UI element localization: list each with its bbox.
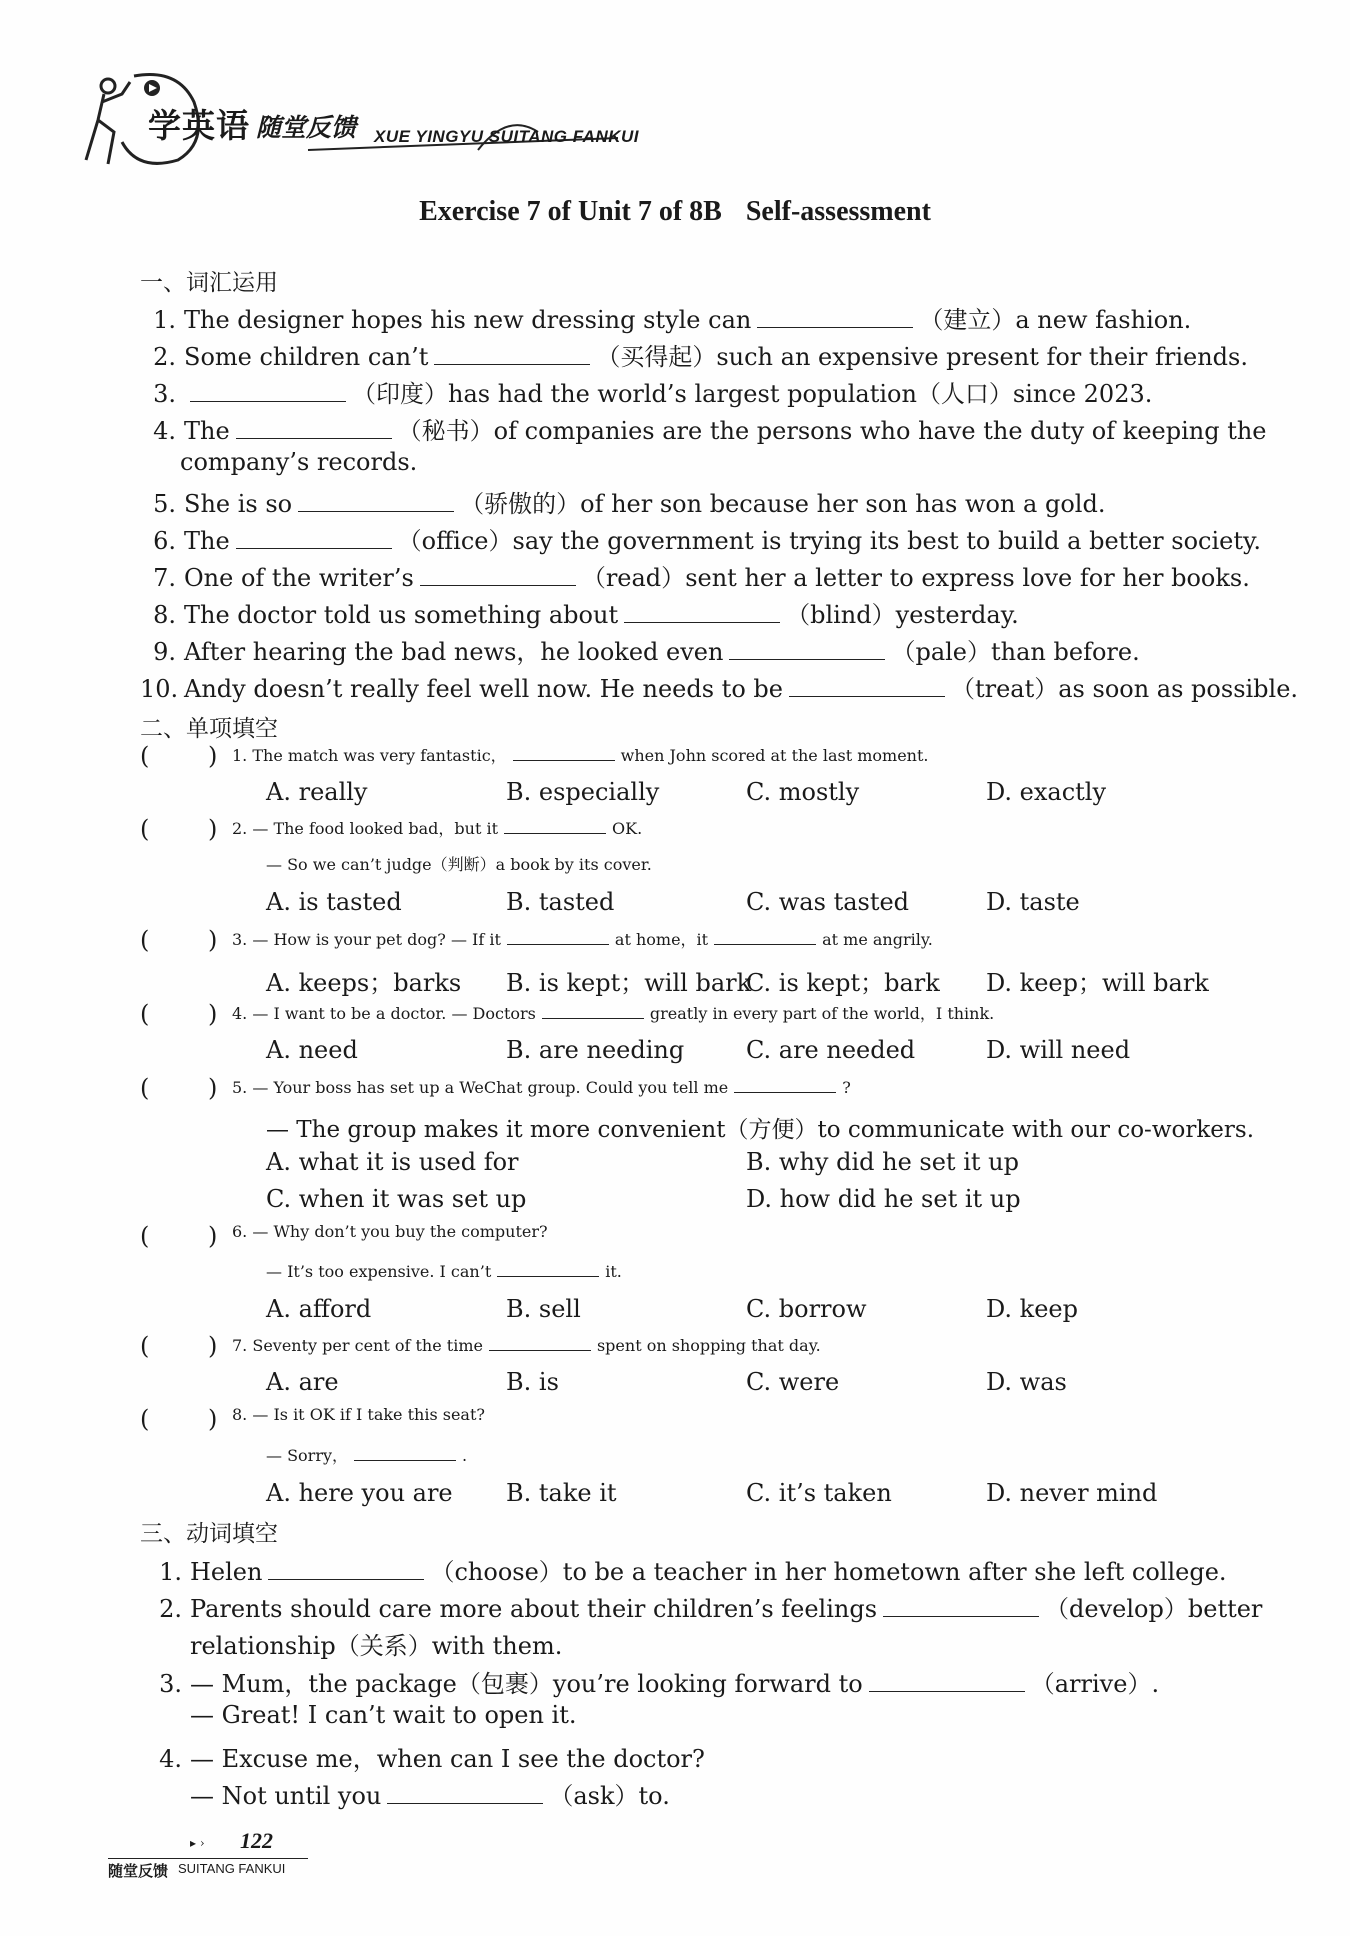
answer-paren-left[interactable]: ( bbox=[140, 1074, 150, 1102]
vocab-item-4 bbox=[140, 411, 1267, 446]
question-6-line2: — It’s too expensive. I can’t it. bbox=[266, 1258, 622, 1281]
option-a[interactable]: A. what it is used for bbox=[266, 1148, 519, 1176]
option-b[interactable]: B. take it bbox=[506, 1479, 617, 1507]
answer-paren-right: ) bbox=[208, 926, 218, 954]
option-c[interactable]: C. were bbox=[746, 1368, 840, 1396]
answer-paren-right: ) bbox=[208, 742, 218, 770]
verb-item-1: 1. Helen （choose）to be a teacher in her hometown after she left college. bbox=[159, 1558, 1227, 1586]
option-c[interactable]: C. mostly bbox=[746, 778, 860, 806]
vocab-item-1 bbox=[140, 300, 1191, 335]
answer-blank[interactable] bbox=[434, 346, 590, 365]
answer-blank[interactable] bbox=[236, 420, 392, 439]
item-number: 3. bbox=[153, 380, 176, 408]
question-5-stem: 5. — Your boss has set up a WeChat group. Could you tell me ? bbox=[232, 1074, 851, 1097]
header-logo bbox=[78, 72, 678, 172]
page-footer bbox=[108, 1822, 328, 1882]
item-text: She is so bbox=[184, 490, 293, 518]
answer-blank[interactable] bbox=[757, 309, 913, 328]
option-b[interactable]: B. is kept；will bark bbox=[506, 969, 752, 997]
logo-pinyin: XUE YINGYU SUITANG FANKUI bbox=[374, 127, 640, 146]
answer-blank[interactable] bbox=[714, 926, 816, 945]
option-a[interactable]: A. is tasted bbox=[266, 888, 402, 916]
item-number: 1. bbox=[153, 306, 176, 334]
item-hint: （骄傲的） bbox=[460, 490, 581, 518]
answer-blank[interactable] bbox=[513, 742, 615, 761]
answer-paren-right: ) bbox=[208, 1000, 218, 1028]
item-hint: （read） bbox=[581, 564, 686, 592]
question-3-stem: 3. — How is your pet dog? — If it at home，it at me angrily. bbox=[232, 926, 933, 950]
option-c[interactable]: C. is kept；bark bbox=[746, 969, 940, 997]
answer-blank[interactable] bbox=[298, 493, 454, 512]
item-hint: （blind） bbox=[786, 601, 896, 629]
answer-paren-left[interactable]: ( bbox=[140, 1222, 150, 1250]
item-text: of companies are the persons who have the duty of keeping the bbox=[493, 417, 1267, 445]
answer-blank[interactable] bbox=[869, 1673, 1025, 1692]
option-a[interactable]: A. are bbox=[266, 1368, 339, 1396]
answer-blank[interactable] bbox=[190, 383, 346, 402]
vocab-item-7 bbox=[140, 521, 1261, 556]
item-text: a new fashion. bbox=[1015, 306, 1192, 334]
answer-blank[interactable] bbox=[542, 1000, 644, 1019]
answer-blank[interactable] bbox=[489, 1332, 591, 1351]
item-text: say the government is trying its best to build a better society. bbox=[512, 527, 1261, 555]
section-heading-vocabulary: 一、词汇运用 bbox=[140, 270, 278, 296]
answer-paren-left[interactable]: ( bbox=[140, 1405, 150, 1433]
option-c[interactable]: C. was tasted bbox=[746, 888, 910, 916]
section-heading-choice: 二、单项填空 bbox=[140, 716, 278, 742]
item-number: 5. bbox=[153, 490, 176, 518]
item-text: Some children can’t bbox=[184, 343, 429, 371]
option-b[interactable]: B. why did he set it up bbox=[746, 1148, 1019, 1176]
question-2-stem: 2. — The food looked bad，but it OK. bbox=[232, 815, 642, 839]
question-8-stem: 8. — Is it OK if I take this seat? bbox=[232, 1405, 485, 1424]
option-b[interactable]: B. is bbox=[506, 1368, 559, 1396]
answer-paren-right: ) bbox=[208, 1222, 218, 1250]
footer-label-cn: 随堂反馈 bbox=[108, 1862, 169, 1880]
option-b[interactable]: B. sell bbox=[506, 1295, 581, 1323]
answer-blank[interactable] bbox=[624, 604, 780, 623]
option-c[interactable]: C. borrow bbox=[746, 1295, 867, 1323]
answer-blank[interactable] bbox=[789, 678, 945, 697]
answer-paren-left[interactable]: ( bbox=[140, 815, 150, 843]
answer-paren-right: ) bbox=[208, 1405, 218, 1433]
question-2-line2: — So we can’t judge（判断）a book by its cover. bbox=[266, 855, 652, 874]
verb-item-2: 2. Parents should care more about their children’s feelings （develop）better bbox=[159, 1595, 1263, 1623]
item-number: 10. bbox=[140, 675, 179, 703]
vocab-item-2 bbox=[140, 337, 1248, 372]
item-hint: （office） bbox=[397, 527, 513, 555]
vocab-item-10 bbox=[140, 632, 1140, 667]
item-number: 6. bbox=[153, 527, 176, 555]
answer-paren-right: ) bbox=[208, 1074, 218, 1102]
option-c[interactable]: C. when it was set up bbox=[266, 1185, 527, 1213]
answer-blank[interactable] bbox=[734, 1074, 836, 1093]
page-number: 122 bbox=[240, 1828, 273, 1853]
item-number: 9. bbox=[153, 638, 176, 666]
option-d[interactable]: D. taste bbox=[986, 888, 1080, 916]
option-b[interactable]: B. are needing bbox=[506, 1036, 685, 1064]
item-text: The bbox=[184, 527, 230, 555]
answer-paren-left[interactable]: ( bbox=[140, 926, 150, 954]
verb-item-4-cont: — Not until you （ask）to. bbox=[190, 1782, 670, 1810]
item-text: The bbox=[184, 417, 230, 445]
logo-title: 学英语 bbox=[148, 106, 250, 145]
option-b[interactable]: B. tasted bbox=[506, 888, 615, 916]
verb-item-4: 4. — Excuse me，when can I see the doctor? bbox=[159, 1745, 705, 1773]
item-text: sent her a letter to express love for her books. bbox=[685, 564, 1250, 592]
item-text: company’s records. bbox=[180, 448, 418, 476]
option-d[interactable]: D. was bbox=[986, 1368, 1067, 1396]
answer-blank[interactable] bbox=[354, 1442, 456, 1461]
item-text: Andy doesn’t really feel well now. He needs to be bbox=[184, 675, 783, 703]
option-d[interactable]: D. keep；will bark bbox=[986, 969, 1209, 997]
option-d[interactable]: D. will need bbox=[986, 1036, 1131, 1064]
vocab-item-6 bbox=[140, 484, 1105, 519]
item-hint: （秘书） bbox=[397, 417, 494, 445]
item-number: 2. bbox=[153, 343, 176, 371]
option-b[interactable]: B. especially bbox=[506, 778, 660, 806]
item-text: has had the world’s largest population（人口）since 2023. bbox=[448, 380, 1153, 408]
item-text: After hearing the bad news，he looked even bbox=[184, 638, 724, 666]
vocab-item-9 bbox=[140, 595, 1019, 630]
item-text: such an expensive present for their friends. bbox=[716, 343, 1248, 371]
option-a[interactable]: A. here you are bbox=[266, 1479, 453, 1507]
item-text: than before. bbox=[991, 638, 1140, 666]
answer-blank[interactable] bbox=[420, 567, 576, 586]
item-number: 8. bbox=[153, 601, 176, 629]
item-hint: （treat） bbox=[950, 675, 1059, 703]
footer-divider bbox=[108, 1858, 308, 1859]
subtitle-text: Self-assessment bbox=[745, 196, 931, 227]
answer-paren-left[interactable]: ( bbox=[140, 742, 150, 770]
verb-item-2-cont: relationship（关系）with them. bbox=[190, 1632, 563, 1660]
answer-paren-left[interactable]: ( bbox=[140, 1000, 150, 1028]
item-text: as soon as possible. bbox=[1058, 675, 1299, 703]
item-text: of her son because her son has won a gold. bbox=[580, 490, 1106, 518]
section-heading-verbs: 三、动词填空 bbox=[140, 1521, 278, 1547]
item-text: One of the writer’s bbox=[184, 564, 414, 592]
item-hint: （pale） bbox=[891, 638, 992, 666]
arrow-icon: ▸ › bbox=[190, 1836, 205, 1850]
question-6-stem: 6. — Why don’t you buy the computer? bbox=[232, 1222, 548, 1241]
item-hint: （买得起） bbox=[596, 343, 717, 371]
item-text: The doctor told us something about bbox=[184, 601, 619, 629]
answer-blank[interactable] bbox=[387, 1785, 543, 1804]
question-4-stem: 4. — I want to be a doctor. — Doctors greatly in every part of the world，I think. bbox=[232, 1000, 994, 1024]
footer-label-en: SUITANG FANKUI bbox=[178, 1861, 286, 1876]
option-d[interactable]: D. keep bbox=[986, 1295, 1078, 1323]
item-text: The designer hopes his new dressing style can bbox=[184, 306, 752, 334]
answer-blank[interactable] bbox=[268, 1561, 424, 1580]
option-a[interactable]: A. afford bbox=[266, 1295, 372, 1323]
item-number: 4. bbox=[153, 417, 176, 445]
item-number: 7. bbox=[153, 564, 176, 592]
verb-item-3-cont: — Great! I can’t wait to open it. bbox=[190, 1701, 577, 1729]
vocab-item-11 bbox=[140, 669, 1298, 704]
answer-blank[interactable] bbox=[497, 1258, 599, 1277]
vocab-item-8 bbox=[140, 558, 1250, 593]
question-1-stem: 1. The match was very fantastic， when John scored at the last moment. bbox=[232, 742, 929, 766]
verb-item-3: 3. — Mum，the package（包裹）you’re looking forward to （arrive）. bbox=[159, 1670, 1160, 1698]
item-hint: （建立） bbox=[919, 306, 1016, 334]
option-d[interactable]: D. exactly bbox=[986, 778, 1107, 806]
answer-paren-right: ) bbox=[208, 1332, 218, 1360]
option-c[interactable]: C. are needed bbox=[746, 1036, 916, 1064]
option-d[interactable]: D. how did he set it up bbox=[746, 1185, 1021, 1213]
answer-blank[interactable] bbox=[729, 641, 885, 660]
option-c[interactable]: C. it’s taken bbox=[746, 1479, 892, 1507]
logo-subtitle: 随堂反馈 bbox=[256, 113, 357, 142]
item-text: yesterday. bbox=[895, 601, 1019, 629]
item-hint: （印度） bbox=[352, 380, 448, 408]
question-7-stem: 7. Seventy per cent of the time spent on shopping that day. bbox=[232, 1332, 821, 1355]
vocab-item-3 bbox=[140, 374, 1152, 409]
answer-blank[interactable] bbox=[883, 1598, 1039, 1617]
answer-blank[interactable] bbox=[507, 926, 609, 945]
option-a[interactable]: A. really bbox=[266, 778, 368, 806]
option-a[interactable]: A. keeps；barks bbox=[266, 969, 462, 997]
question-8-line2: — Sorry， . bbox=[266, 1442, 467, 1466]
page-title bbox=[0, 196, 1350, 228]
answer-paren-left[interactable]: ( bbox=[140, 1332, 150, 1360]
vocab-item-5 bbox=[180, 448, 417, 476]
answer-blank[interactable] bbox=[236, 530, 392, 549]
answer-blank[interactable] bbox=[504, 815, 606, 834]
answer-paren-right: ) bbox=[208, 815, 218, 843]
question-5-line2: — The group makes it more convenient（方便）to communicate with our co-workers. bbox=[266, 1117, 1255, 1143]
option-d[interactable]: D. never mind bbox=[986, 1479, 1158, 1507]
option-a[interactable]: A. need bbox=[266, 1036, 358, 1064]
title-text: Exercise 7 of Unit 7 of 8B bbox=[419, 196, 722, 227]
